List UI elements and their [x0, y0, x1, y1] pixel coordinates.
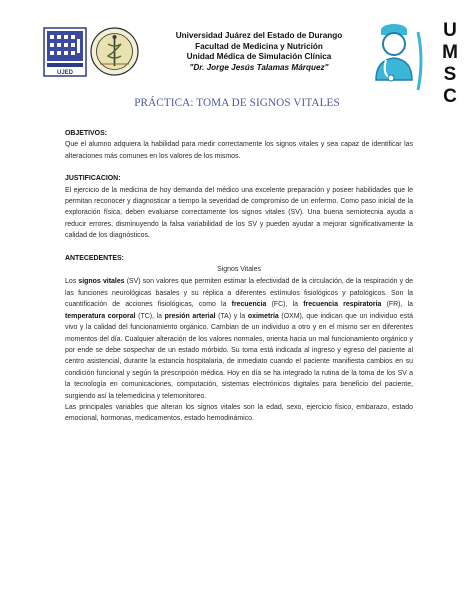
unit-dedication: "Dr. Jorge Jesús Talamas Márquez" — [189, 62, 329, 72]
signos-vitales-subheading: Signos Vitales — [217, 266, 261, 274]
institution-header — [144, 31, 374, 73]
justificacion-heading: JUSTIFICACION: — [65, 175, 121, 183]
antecedentes-paragraph-1: Los signos vitales (SV) son valores que permiten estimar la efectividad de la circulación, de la respiración y de las funciones neurológicas basales y su réplica a diferentes estímulos fisiológicos y patológicos. Son la cuantificación de acciones fisiológicas, como la frecuencia (FC), la frecuencia respiratoria (FR), la temperatura corporal (TC), la presión arterial (TA) y la oximetría (OXM), que indican que un individuo está vivo y la calidad del funcionamiento orgánico. Cambian de un individuo a otro y en el mismo ser en diferentes momentos del día. Cualquier alteración de los valores normales, orienta hacia un mal funcionamiento orgánico y por ende se debe sospechar de un estado mórbido. Su toma está indicada al ingreso y egreso del paciente al centro asistencial, durante la estancia hospitalaria, de inmediato cuando el paciente manifiesta cambios en su condición funcional y según la prescripción médica. Hoy en día se ha integrado la rutina de la toma de los SV a la tecnología en comunicaciones, computación, sistemas electrónicos digitales para beneficio del paciente, surgiendo así la telemedicina y telemonitoreo. — [65, 278, 413, 400]
umsc-letter: C — [443, 86, 457, 107]
justificacion-text: El ejercicio de la medicina de hoy demanda del médico una excelente preparación y poseer habilidades que le permitan reconocer y diagnosticar a tiempo la severidad de compromiso de un enfermo. Como paso inicial de la exploración física, deben evaluarse correctamente los signos vitales (SV). Una buena semiotecnia ayuda a reducir errores, disminuyendo la falsa variabilidad de los SV y pueden ayudar a mejorar significativamente la calidad de los diagnósticos. — [65, 186, 413, 240]
svg-text:UJED: UJED — [56, 70, 74, 76]
antecedentes-paragraph-2: Las principales variables que alteran los signos vitales son la edad, sexo, ejercicio físico, embarazo, estado emocional, hormonas, medicamentos, estado hemodinámico. — [65, 403, 413, 423]
umsc-letter: S — [443, 64, 457, 85]
umsc-doctor-logo — [368, 20, 428, 100]
unit-name: Unidad Médica de Simulación Clínica — [186, 52, 332, 62]
document-body — [65, 128, 413, 425]
faculty-medicine-logo — [90, 26, 139, 77]
objetivos-text: Que el alumno adquiera la habilidad para medir correctamente los signos vitales y sea capaz de identificar las alteraciones más comunes en los valores de los mismos. — [65, 141, 413, 160]
objetivos-heading: OBJETIVOS: — [65, 130, 108, 137]
antecedentes-heading: ANTECEDENTES: — [65, 254, 124, 262]
umsc-letter: U — [443, 20, 457, 41]
university-name: Universidad Juárez del Estado de Durango — [175, 31, 343, 40]
umsc-logo-letters — [434, 20, 466, 108]
practice-title: PRÁCTICA: TOMA DE SIGNOS VITALES — [134, 97, 340, 109]
faculty-name: Facultad de Medicina y Nutrición — [195, 41, 323, 51]
umsc-letter: M — [442, 42, 458, 63]
ujed-logo — [43, 27, 87, 77]
